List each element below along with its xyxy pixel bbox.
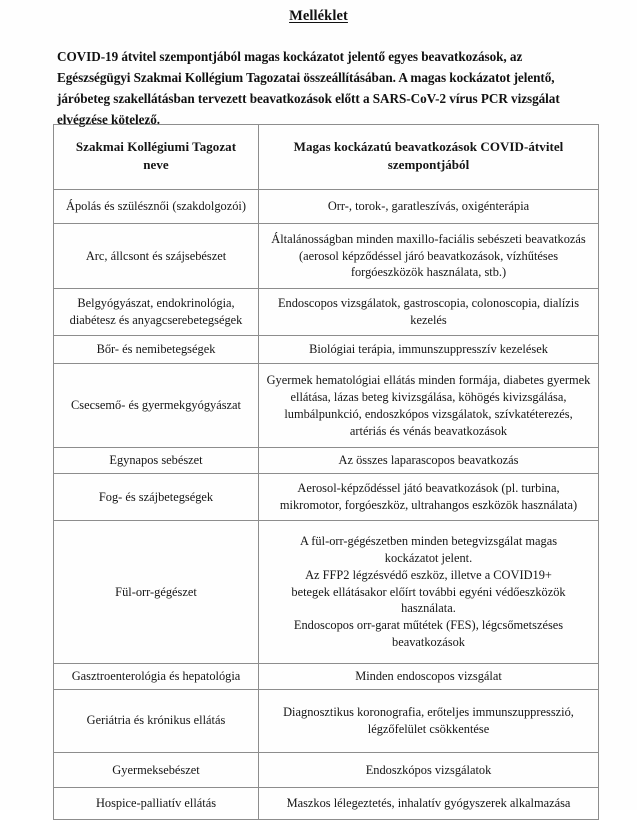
table-row — [54, 663, 599, 689]
cell-specialty: Belgyógyászat, endokrinológia, diabétesz és anyagcserebetegségek — [54, 289, 259, 336]
cell-specialty: Geriátria és krónikus ellátás — [54, 689, 259, 752]
cell-procedures: Biológiai terápia, immunszuppresszív kezelések — [259, 336, 599, 364]
cell-procedures — [259, 520, 599, 663]
cell-procedures: Endoscopos vizsgálatok, gastroscopia, colonoscopia, dialízis kezelés — [259, 289, 599, 336]
cell-procedures: Endoszkópos vizsgálatok — [259, 752, 599, 788]
cell-procedures-line: A fül-orr-gégészetben minden betegvizsgálat magas — [299, 533, 558, 548]
table-row — [54, 363, 599, 447]
table-row — [54, 520, 599, 663]
table-header — [54, 125, 599, 190]
column-header-specialty: Szakmai Kollégiumi Tagozat neve — [54, 125, 259, 190]
table-row — [54, 336, 599, 364]
cell-specialty: Bőr- és nemibetegségek — [54, 336, 259, 364]
table-row — [54, 689, 599, 752]
cell-specialty: Fül-orr-gégészet — [54, 520, 259, 663]
table-header-row — [54, 125, 599, 190]
page-title: Melléklet — [289, 8, 348, 24]
column-header-procedures: Magas kockázatú beavatkozások COVID-átvitel szempontjából — [259, 125, 599, 190]
cell-procedures-line: betegek ellátásakor előírt további egyéni védőeszközök — [291, 584, 566, 599]
cell-specialty: Fog- és szájbetegségek — [54, 474, 259, 521]
cell-specialty: Arc, állcsont és szájsebészet — [54, 223, 259, 289]
cell-procedures: Aerosol-képződéssel játó beavatkozások (pl. turbina, mikromotor, forgóeszköz, ultrahangos eszközök használata) — [259, 474, 599, 521]
table-row — [54, 788, 599, 820]
high-risk-procedures-table — [53, 124, 599, 820]
table-row — [54, 189, 599, 223]
table-row — [54, 752, 599, 788]
cell-procedures: Orr-, torok-, garatleszívás, oxigénterápia — [259, 189, 599, 223]
cell-procedures: Diagnosztikus koronografia, erőteljes immunszuppresszió, légzőfelület csökkentése — [259, 689, 599, 752]
cell-procedures-line: kockázatot jelent. — [384, 550, 473, 565]
cell-procedures-line: Az FFP2 légzésvédő eszköz, illetve a COVID19+ — [305, 567, 552, 582]
cell-specialty: Hospice-palliatív ellátás — [54, 788, 259, 820]
cell-procedures: Minden endoscopos vizsgálat — [259, 663, 599, 689]
cell-specialty: Gyermeksebészet — [54, 752, 259, 788]
table-row — [54, 289, 599, 336]
table-row — [54, 223, 599, 289]
cell-specialty: Egynapos sebészet — [54, 448, 259, 474]
cell-specialty: Ápolás és szülésznői (szakdolgozói) — [54, 189, 259, 223]
table-row — [54, 448, 599, 474]
cell-procedures-line: használata. — [401, 601, 456, 616]
table-body — [54, 189, 599, 819]
cell-procedures: Maszkos lélegeztetés, inhalatív gyógyszerek alkalmazása — [259, 788, 599, 820]
cell-specialty: Gasztroenterológia és hepatológia — [54, 663, 259, 689]
intro-paragraph: COVID-19 átvitel szempontjából magas kockázatot jelentő egyes beavatkozások, az Egészségügyi Szakmai Kollégium Tagozatai összeállításában. A magas kockázatot jelentő, járóbeteg szakellátásban tervezett beavatkozások előtt a SARS-CoV-2 vírus PCR vizsgálat elvégzése kötelező. — [57, 49, 560, 127]
high-risk-procedures-table-wrapper — [53, 124, 598, 820]
cell-procedures: Az összes laparascopos beavatkozás — [259, 448, 599, 474]
table-row — [54, 474, 599, 521]
cell-procedures-line: Endoscopos orr-garat műtétek (FES), légcsőmetszéses — [293, 618, 564, 633]
cell-specialty: Csecsemő- és gyermekgyógyászat — [54, 363, 259, 447]
cell-procedures-line: beavatkozások — [392, 635, 465, 650]
cell-procedures: Gyermek hematológiai ellátás minden formája, diabetes gyermek ellátása, lázas beteg kivizsgálása, köhögés kivizsgálása, lumbálpunkció, endoszkópos vizsgálatok, szívkatéterezés, artériás és vénás beavatkozások — [259, 363, 599, 447]
cell-procedures: Általánosságban minden maxillo-faciális sebészeti beavatkozás (aerosol képződéssel járó beavatkozások, vízhűtéses forgóeszközök használata, stb.) — [259, 223, 599, 289]
